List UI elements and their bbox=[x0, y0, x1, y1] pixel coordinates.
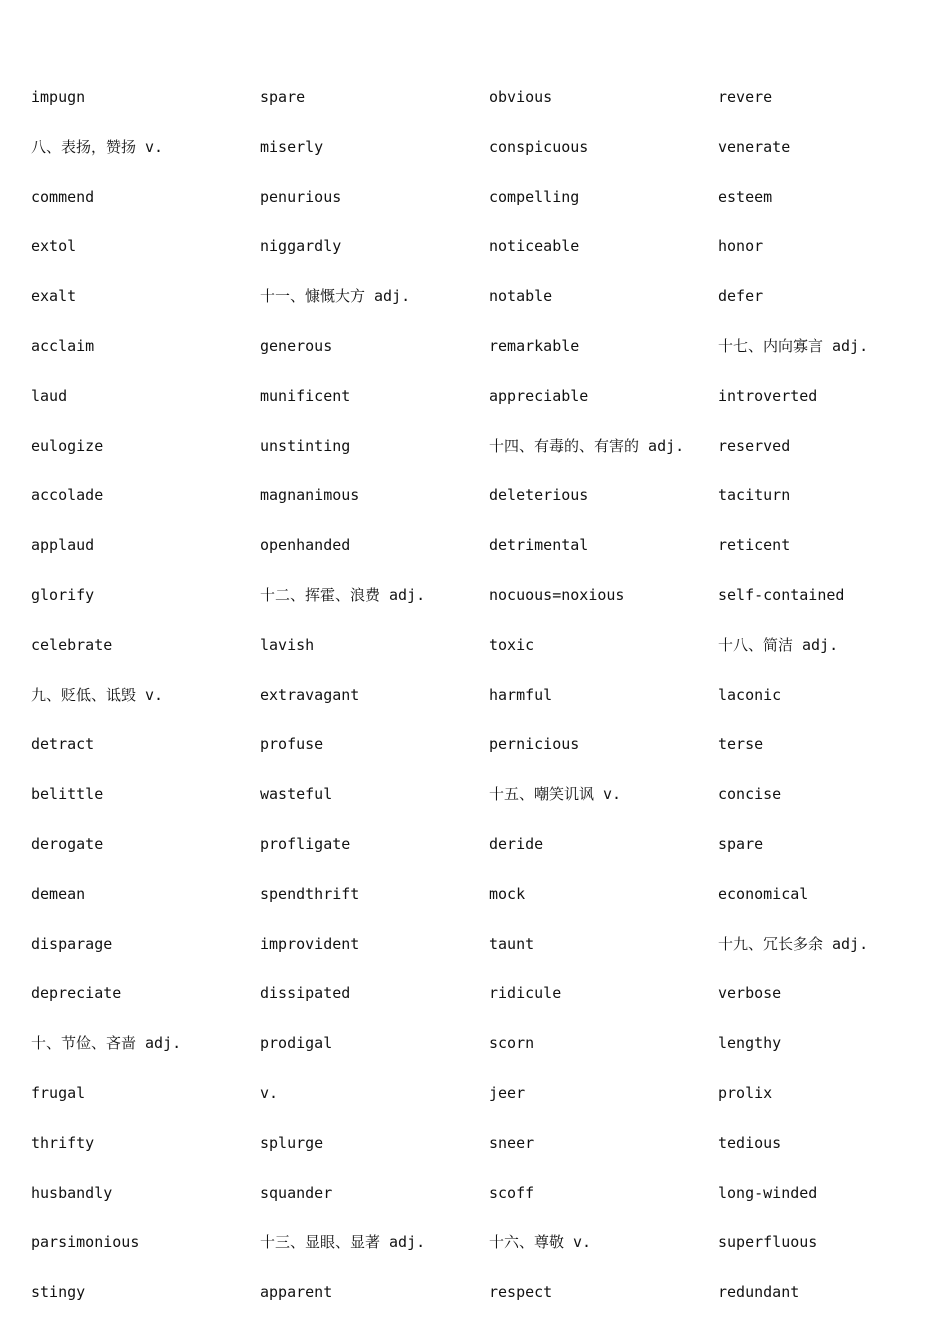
vocab-entry: self-contained bbox=[718, 585, 845, 604]
vocab-entry: superfluous bbox=[718, 1233, 818, 1252]
vocab-entry: 十七、内向寡言 adj. bbox=[718, 336, 869, 355]
vocab-entry: reserved bbox=[718, 436, 791, 455]
vocab-entry: husbandly bbox=[31, 1183, 113, 1202]
vocab-entry: belittle bbox=[31, 785, 104, 804]
vocab-entry: impugn bbox=[31, 88, 86, 106]
vocab-entry: verbose bbox=[718, 984, 782, 1003]
vocab-entry: profuse bbox=[260, 735, 324, 754]
vocab-entry: 十八、简洁 adj. bbox=[718, 635, 839, 654]
vocab-entry: spendthrift bbox=[260, 884, 360, 903]
vocab-entry: respect bbox=[489, 1283, 553, 1302]
vocab-entry: taunt bbox=[489, 934, 535, 953]
vocab-entry: scoff bbox=[489, 1183, 535, 1202]
vocab-entry: detrimental bbox=[489, 536, 589, 555]
vocab-entry: 十九、冗长多余 adj. bbox=[718, 934, 869, 953]
vocab-entry: glorify bbox=[31, 585, 95, 604]
vocab-entry: concise bbox=[718, 785, 782, 804]
vocab-entry: splurge bbox=[260, 1133, 324, 1152]
vocab-entry: applaud bbox=[31, 536, 95, 555]
vocab-entry: thrifty bbox=[31, 1133, 95, 1152]
vocab-entry: taciturn bbox=[718, 486, 791, 505]
vocab-entry: accolade bbox=[31, 486, 104, 505]
vocab-entry: deleterious bbox=[489, 486, 589, 505]
vocab-entry: dissipated bbox=[260, 984, 351, 1003]
vocab-entry: noticeable bbox=[489, 237, 580, 256]
vocab-entry: appreciable bbox=[489, 386, 589, 405]
vocab-entry: long-winded bbox=[718, 1183, 818, 1202]
vocab-entry: remarkable bbox=[489, 336, 580, 355]
vocab-entry: commend bbox=[31, 187, 95, 206]
vocab-entry: profligate bbox=[260, 834, 351, 853]
vocab-entry: obvious bbox=[489, 88, 553, 106]
vocab-entry: munificent bbox=[260, 386, 351, 405]
vocab-entry: notable bbox=[489, 287, 553, 306]
vocab-entry: defer bbox=[718, 287, 764, 306]
vocab-entry: esteem bbox=[718, 187, 773, 206]
vocab-entry: 十、节俭、吝啬 adj. bbox=[31, 1034, 182, 1053]
vocab-entry: 十四、有毒的、有害的 adj. bbox=[489, 436, 685, 455]
vocab-entry: demean bbox=[31, 884, 86, 903]
vocab-entry: introverted bbox=[718, 386, 818, 405]
vocab-entry: generous bbox=[260, 336, 333, 355]
vocab-entry: deride bbox=[489, 834, 544, 853]
vocab-entry: compelling bbox=[489, 187, 580, 206]
vocab-entry: scorn bbox=[489, 1034, 535, 1053]
vocab-entry: tedious bbox=[718, 1133, 782, 1152]
vocab-entry: 十三、显眼、显著 adj. bbox=[260, 1233, 426, 1252]
vocab-entry: nocuous=noxious bbox=[489, 585, 625, 604]
vocab-entry: apparent bbox=[260, 1283, 333, 1302]
vocab-entry: depreciate bbox=[31, 984, 122, 1003]
vocab-entry: venerate bbox=[718, 137, 791, 156]
vocab-entry: pernicious bbox=[489, 735, 580, 754]
vocab-entry: stingy bbox=[31, 1283, 86, 1302]
vocab-entry: parsimonious bbox=[31, 1233, 140, 1252]
vocab-entry: 十五、嘲笑讥讽 v. bbox=[489, 785, 622, 804]
vocabulary-grid bbox=[31, 85, 938, 1330]
vocab-entry: sneer bbox=[489, 1133, 535, 1152]
vocab-entry: v. bbox=[260, 1083, 279, 1102]
vocab-entry: prodigal bbox=[260, 1034, 333, 1053]
vocab-entry: unstinting bbox=[260, 436, 351, 455]
vocab-entry: improvident bbox=[260, 934, 360, 953]
vocab-entry: exalt bbox=[31, 287, 77, 306]
vocab-entry: extol bbox=[31, 237, 77, 256]
vocab-entry: frugal bbox=[31, 1083, 86, 1102]
vocab-entry: spare bbox=[260, 88, 306, 106]
vocab-entry: 九、贬低、诋毁 v. bbox=[31, 685, 164, 704]
vocab-entry: acclaim bbox=[31, 336, 95, 355]
vocab-entry: 十二、挥霍、浪费 adj. bbox=[260, 585, 426, 604]
vocab-entry: disparage bbox=[31, 934, 113, 953]
vocab-entry: reticent bbox=[718, 536, 791, 555]
vocab-entry: derogate bbox=[31, 834, 104, 853]
vocab-entry: harmful bbox=[489, 685, 553, 704]
vocab-entry: mock bbox=[489, 884, 526, 903]
vocab-entry: extravagant bbox=[260, 685, 360, 704]
vocab-entry: prolix bbox=[718, 1083, 773, 1102]
vocab-entry: toxic bbox=[489, 635, 535, 654]
vocab-entry: 十六、尊敬 v. bbox=[489, 1233, 592, 1252]
vocab-entry: openhanded bbox=[260, 536, 351, 555]
vocab-entry: penurious bbox=[260, 187, 342, 206]
vocab-entry: conspicuous bbox=[489, 137, 589, 156]
vocab-entry: celebrate bbox=[31, 635, 113, 654]
vocab-entry: lavish bbox=[260, 635, 315, 654]
vocab-entry: wasteful bbox=[260, 785, 333, 804]
vocab-entry: magnanimous bbox=[260, 486, 360, 505]
vocab-entry: detract bbox=[31, 735, 95, 754]
vocab-entry: laconic bbox=[718, 685, 782, 704]
vocab-entry: economical bbox=[718, 884, 809, 903]
vocab-entry: niggardly bbox=[260, 237, 342, 256]
vocab-entry: ridicule bbox=[489, 984, 562, 1003]
vocab-entry: squander bbox=[260, 1183, 333, 1202]
vocab-entry: eulogize bbox=[31, 436, 104, 455]
vocab-entry: lengthy bbox=[718, 1034, 782, 1053]
vocab-entry: 八、表扬，赞扬 v. bbox=[31, 137, 164, 156]
vocab-entry: laud bbox=[31, 386, 68, 405]
vocab-entry: miserly bbox=[260, 137, 324, 156]
vocab-entry: terse bbox=[718, 735, 764, 754]
vocab-entry: honor bbox=[718, 237, 764, 256]
vocab-entry: revere bbox=[718, 88, 773, 106]
vocab-entry: redundant bbox=[718, 1283, 800, 1302]
vocab-entry: 十一、慷慨大方 adj. bbox=[260, 287, 411, 306]
vocab-entry: jeer bbox=[489, 1083, 526, 1102]
vocab-entry: spare bbox=[718, 834, 764, 853]
